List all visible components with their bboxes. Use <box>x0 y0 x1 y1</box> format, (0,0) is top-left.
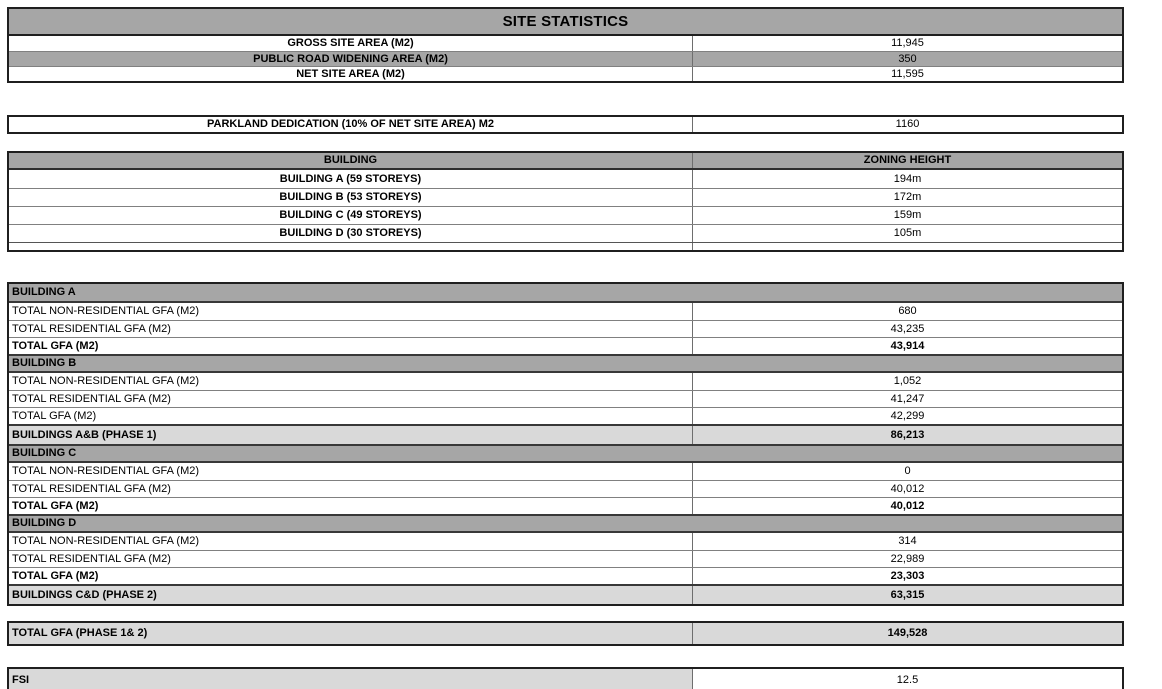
column-header-zoning-height: ZONING HEIGHT <box>692 153 1122 168</box>
row-value: 11,595 <box>692 67 1122 81</box>
row-label: FSI <box>9 669 692 689</box>
row-value: 0 <box>692 463 1122 480</box>
row-value: 63,315 <box>692 586 1122 604</box>
zoning-rows <box>9 170 1122 250</box>
table-header-row <box>9 153 1122 170</box>
section-label: BUILDING B <box>12 357 77 369</box>
row-value: 194m <box>692 170 1122 188</box>
table-row <box>9 170 1122 188</box>
column-header-building: BUILDING <box>323 154 378 166</box>
row-value: 149,528 <box>692 623 1122 644</box>
row-label: TOTAL NON-RESIDENTIAL GFA (M2) <box>12 535 200 547</box>
table-row <box>9 36 1122 51</box>
table-row <box>9 242 1122 250</box>
row-value: 350 <box>692 52 1122 66</box>
row-label: PARKLAND DEDICATION (10% OF NET SITE AREA) M2 <box>206 118 495 130</box>
table-row <box>9 550 1122 567</box>
page-title: SITE STATISTICS <box>9 9 1122 36</box>
row-label: TOTAL GFA (M2) <box>12 339 99 352</box>
gfa-rows <box>9 284 1122 604</box>
section-header-row <box>9 284 1122 303</box>
section-label: BUILDING D <box>12 517 77 529</box>
row-value <box>692 243 1122 250</box>
row-value: 86,213 <box>692 426 1122 444</box>
row-value: 43,235 <box>692 321 1122 337</box>
row-label: BUILDING B (53 STOREYS) <box>279 191 422 203</box>
zoning-height-table <box>7 151 1124 252</box>
row-value: 40,012 <box>692 481 1122 497</box>
row-value: 23,303 <box>692 568 1122 584</box>
row-value: 1,052 <box>692 373 1122 390</box>
row-label: GROSS SITE AREA (M2) <box>287 37 414 49</box>
row-label: NET SITE AREA (M2) <box>296 67 405 80</box>
section-header-row <box>9 514 1122 533</box>
table-row <box>9 337 1122 354</box>
row-label: TOTAL RESIDENTIAL GFA (M2) <box>12 482 171 495</box>
table-row <box>9 424 1122 444</box>
row-value: 41,247 <box>692 391 1122 407</box>
row-label: TOTAL NON-RESIDENTIAL GFA (M2) <box>12 375 200 387</box>
row-label: BUILDING D (30 STOREYS) <box>279 227 422 239</box>
section-label: BUILDING C <box>12 447 77 459</box>
row-value: 12.5 <box>692 669 1122 689</box>
gfa-table <box>7 282 1124 606</box>
table-row <box>9 117 1122 132</box>
row-value: 43,914 <box>692 338 1122 354</box>
row-value: 40,012 <box>692 498 1122 514</box>
section-header-row <box>9 354 1122 373</box>
row-value: 105m <box>692 225 1122 242</box>
section-label: BUILDING A <box>12 286 76 298</box>
table-row <box>9 51 1122 66</box>
row-value: 22,989 <box>692 551 1122 567</box>
row-label: TOTAL NON-RESIDENTIAL GFA (M2) <box>12 465 200 477</box>
row-label: BUILDINGS A&B (PHASE 1) <box>12 428 157 441</box>
table-row <box>9 66 1122 81</box>
table-row <box>9 463 1122 480</box>
fsi-table <box>7 667 1124 689</box>
table-row <box>9 623 1122 644</box>
row-value: 159m <box>692 207 1122 224</box>
row-label: TOTAL RESIDENTIAL GFA (M2) <box>12 322 171 335</box>
table-row <box>9 320 1122 337</box>
row-label: TOTAL RESIDENTIAL GFA (M2) <box>12 392 171 405</box>
row-label <box>9 243 692 250</box>
site-area-rows <box>9 36 1122 81</box>
row-value: 42,299 <box>692 408 1122 424</box>
grand-total-table <box>7 621 1124 646</box>
row-label: BUILDINGS C&D (PHASE 2) <box>12 588 157 601</box>
table-row <box>9 567 1122 584</box>
row-label: TOTAL NON-RESIDENTIAL GFA (M2) <box>12 305 200 317</box>
row-label: TOTAL GFA (M2) <box>12 499 99 512</box>
row-label: TOTAL GFA (PHASE 1& 2) <box>12 627 148 639</box>
parkland-dedication-table <box>7 115 1124 134</box>
row-label: TOTAL GFA (M2) <box>12 569 99 582</box>
row-value: 172m <box>692 189 1122 206</box>
table-row <box>9 584 1122 604</box>
row-value: 1160 <box>692 117 1122 132</box>
table-row <box>9 303 1122 320</box>
row-label: PUBLIC ROAD WIDENING AREA (M2) <box>253 52 448 65</box>
row-label: BUILDING C (49 STOREYS) <box>279 209 422 221</box>
table-row <box>9 497 1122 514</box>
section-header-row <box>9 444 1122 463</box>
row-label: TOTAL RESIDENTIAL GFA (M2) <box>12 552 171 565</box>
table-row <box>9 373 1122 390</box>
row-label: TOTAL GFA (M2) <box>12 409 97 422</box>
row-value: 314 <box>692 533 1122 550</box>
table-row <box>9 390 1122 407</box>
table-row <box>9 533 1122 550</box>
table-row <box>9 669 1122 689</box>
table-row <box>9 206 1122 224</box>
table-row <box>9 188 1122 206</box>
table-row <box>9 480 1122 497</box>
table-row <box>9 407 1122 424</box>
row-value: 11,945 <box>692 36 1122 51</box>
table-row <box>9 224 1122 242</box>
site-area-table <box>7 7 1124 83</box>
row-value: 680 <box>692 303 1122 320</box>
row-label: BUILDING A (59 STOREYS) <box>279 172 422 185</box>
